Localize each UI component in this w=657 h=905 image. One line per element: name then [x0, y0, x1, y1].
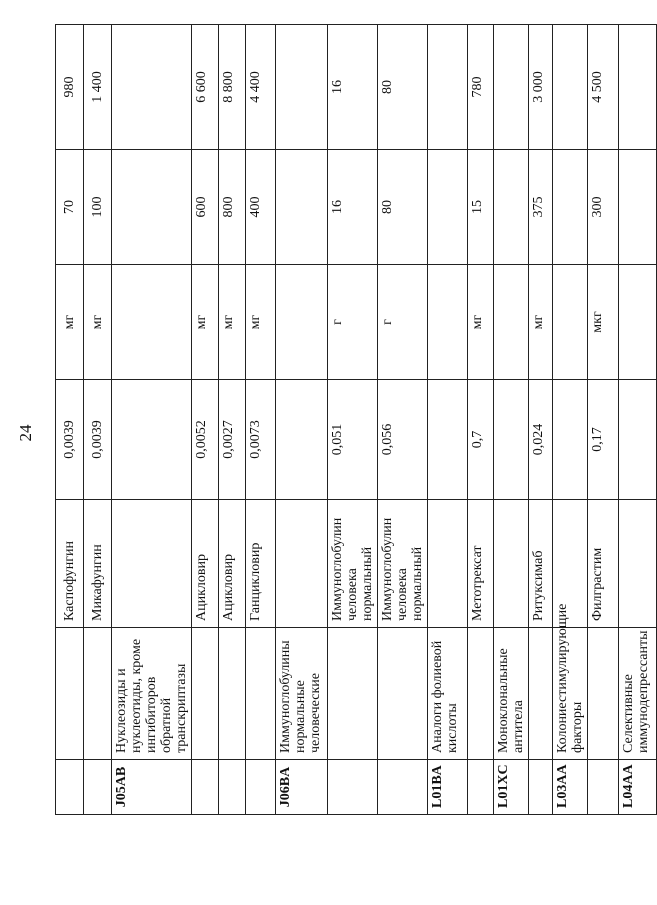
atc-code-cell: L01BA [428, 760, 468, 815]
subgroup-cell: Колониестимулирующие факторы [553, 628, 588, 760]
unit-cell: мг [246, 265, 276, 380]
table-row [112, 25, 192, 815]
total-cell: 80 [378, 25, 428, 150]
drug-name-cell: Иммуноглобулин человека нормальный [378, 500, 428, 628]
atc-code-cell: J06BA [276, 760, 328, 815]
unit-cell [276, 265, 328, 380]
ddd-cell: 0,0052 [192, 380, 219, 500]
ddd-cell: 0,7 [468, 380, 494, 500]
subgroup-cell [378, 628, 428, 760]
unit-cell [428, 265, 468, 380]
unit-cell: мг [468, 265, 494, 380]
subgroup-cell [219, 628, 246, 760]
drug-name-cell: Ацикловир [219, 500, 246, 628]
drug-name-cell [112, 500, 192, 628]
drug-name-cell [276, 500, 328, 628]
subgroup-cell: Нуклеозиды и нуклеотиды, кроме ингибиторов обратной транскриптазы [112, 628, 192, 760]
dose-cell: 800 [219, 150, 246, 265]
unit-cell: г [328, 265, 378, 380]
atc-code-cell [246, 760, 276, 815]
ddd-cell: 0,0073 [246, 380, 276, 500]
drug-name-cell: Иммуноглобулин человека нормальный [328, 500, 378, 628]
total-cell: 4 500 [588, 25, 619, 150]
drug-name-cell: Ганцикловир [246, 500, 276, 628]
dose-cell [276, 150, 328, 265]
total-cell [112, 25, 192, 150]
unit-cell: мг [529, 265, 553, 380]
drug-name-cell: Ацикловир [192, 500, 219, 628]
subgroup-cell: Иммуноглобулины нормальные человеческие [276, 628, 328, 760]
table-row [56, 25, 84, 815]
ddd-cell [553, 380, 588, 500]
table-row [494, 25, 529, 815]
ddd-cell [494, 380, 529, 500]
drug-name-cell: Каспофунгин [56, 500, 84, 628]
drug-name-cell: Метотрексат [468, 500, 494, 628]
table-row [428, 25, 468, 815]
subgroup-cell: Моноклональные антитела [494, 628, 529, 760]
dose-cell [553, 150, 588, 265]
unit-cell [553, 265, 588, 380]
ddd-cell: 0,0039 [56, 380, 84, 500]
total-cell [428, 25, 468, 150]
ddd-cell: 0,056 [378, 380, 428, 500]
dose-cell [494, 150, 529, 265]
dose-cell [619, 150, 657, 265]
unit-cell: г [378, 265, 428, 380]
unit-cell: мг [56, 265, 84, 380]
subgroup-cell [192, 628, 219, 760]
table-row [276, 25, 328, 815]
ddd-cell: 0,051 [328, 380, 378, 500]
subgroup-cell [468, 628, 494, 760]
table-row [219, 25, 246, 815]
unit-cell [619, 265, 657, 380]
dose-cell: 15 [468, 150, 494, 265]
table-row [468, 25, 494, 815]
table-row [192, 25, 219, 815]
table-row [588, 25, 619, 815]
ddd-cell: 0,0039 [84, 380, 112, 500]
ddd-cell [276, 380, 328, 500]
rotated-table-container [55, 25, 651, 815]
subgroup-cell: Селективные иммунодепрессанты [619, 628, 657, 760]
total-cell: 16 [328, 25, 378, 150]
table-row [246, 25, 276, 815]
unit-cell: мг [84, 265, 112, 380]
dose-cell: 600 [192, 150, 219, 265]
subgroup-cell [84, 628, 112, 760]
atc-code-cell: L04AA [619, 760, 657, 815]
atc-code-cell: L01XC [494, 760, 529, 815]
table-row [553, 25, 588, 815]
total-cell [619, 25, 657, 150]
ddd-cell: 0,024 [529, 380, 553, 500]
atc-code-cell [56, 760, 84, 815]
ddd-cell: 0,0027 [219, 380, 246, 500]
subgroup-cell [529, 628, 553, 760]
drug-name-cell: Микафунгин [84, 500, 112, 628]
atc-code-cell [219, 760, 246, 815]
page-number: 24 [16, 424, 35, 442]
dose-cell: 400 [246, 150, 276, 265]
total-cell: 3 000 [529, 25, 553, 150]
atc-code-cell [529, 760, 553, 815]
unit-cell: мг [219, 265, 246, 380]
ddd-cell [428, 380, 468, 500]
atc-code-cell: J05AB [112, 760, 192, 815]
ddd-cell [112, 380, 192, 500]
drug-name-cell: Филграстим [588, 500, 619, 628]
atc-code-cell [588, 760, 619, 815]
atc-code-cell [328, 760, 378, 815]
drug-name-cell [619, 500, 657, 628]
atc-code-cell [468, 760, 494, 815]
atc-code-cell: L03AA [553, 760, 588, 815]
total-cell: 1 400 [84, 25, 112, 150]
dose-cell [112, 150, 192, 265]
dose-cell [428, 150, 468, 265]
subgroup-cell: Аналоги фолиевой кислоты [428, 628, 468, 760]
dose-cell: 300 [588, 150, 619, 265]
unit-cell [494, 265, 529, 380]
table-row [619, 25, 657, 815]
table-row [84, 25, 112, 815]
table-row [328, 25, 378, 815]
table-row [378, 25, 428, 815]
subgroup-cell [328, 628, 378, 760]
table-row [529, 25, 553, 815]
total-cell [276, 25, 328, 150]
drug-name-cell: Ритуксимаб [529, 500, 553, 628]
unit-cell: мг [192, 265, 219, 380]
total-cell [494, 25, 529, 150]
total-cell: 980 [56, 25, 84, 150]
dose-cell: 80 [378, 150, 428, 265]
ddd-cell [619, 380, 657, 500]
total-cell: 4 400 [246, 25, 276, 150]
subgroup-cell [588, 628, 619, 760]
atc-code-cell [84, 760, 112, 815]
total-cell: 780 [468, 25, 494, 150]
total-cell: 6 600 [192, 25, 219, 150]
drug-name-cell [494, 500, 529, 628]
drug-table [55, 24, 657, 815]
dose-cell: 375 [529, 150, 553, 265]
dose-cell: 100 [84, 150, 112, 265]
subgroup-cell [56, 628, 84, 760]
atc-code-cell [192, 760, 219, 815]
dose-cell: 70 [56, 150, 84, 265]
drug-name-cell [428, 500, 468, 628]
total-cell: 8 800 [219, 25, 246, 150]
unit-cell [112, 265, 192, 380]
unit-cell: мкг [588, 265, 619, 380]
dose-cell: 16 [328, 150, 378, 265]
total-cell [553, 25, 588, 150]
ddd-cell: 0,17 [588, 380, 619, 500]
subgroup-cell [246, 628, 276, 760]
atc-code-cell [378, 760, 428, 815]
